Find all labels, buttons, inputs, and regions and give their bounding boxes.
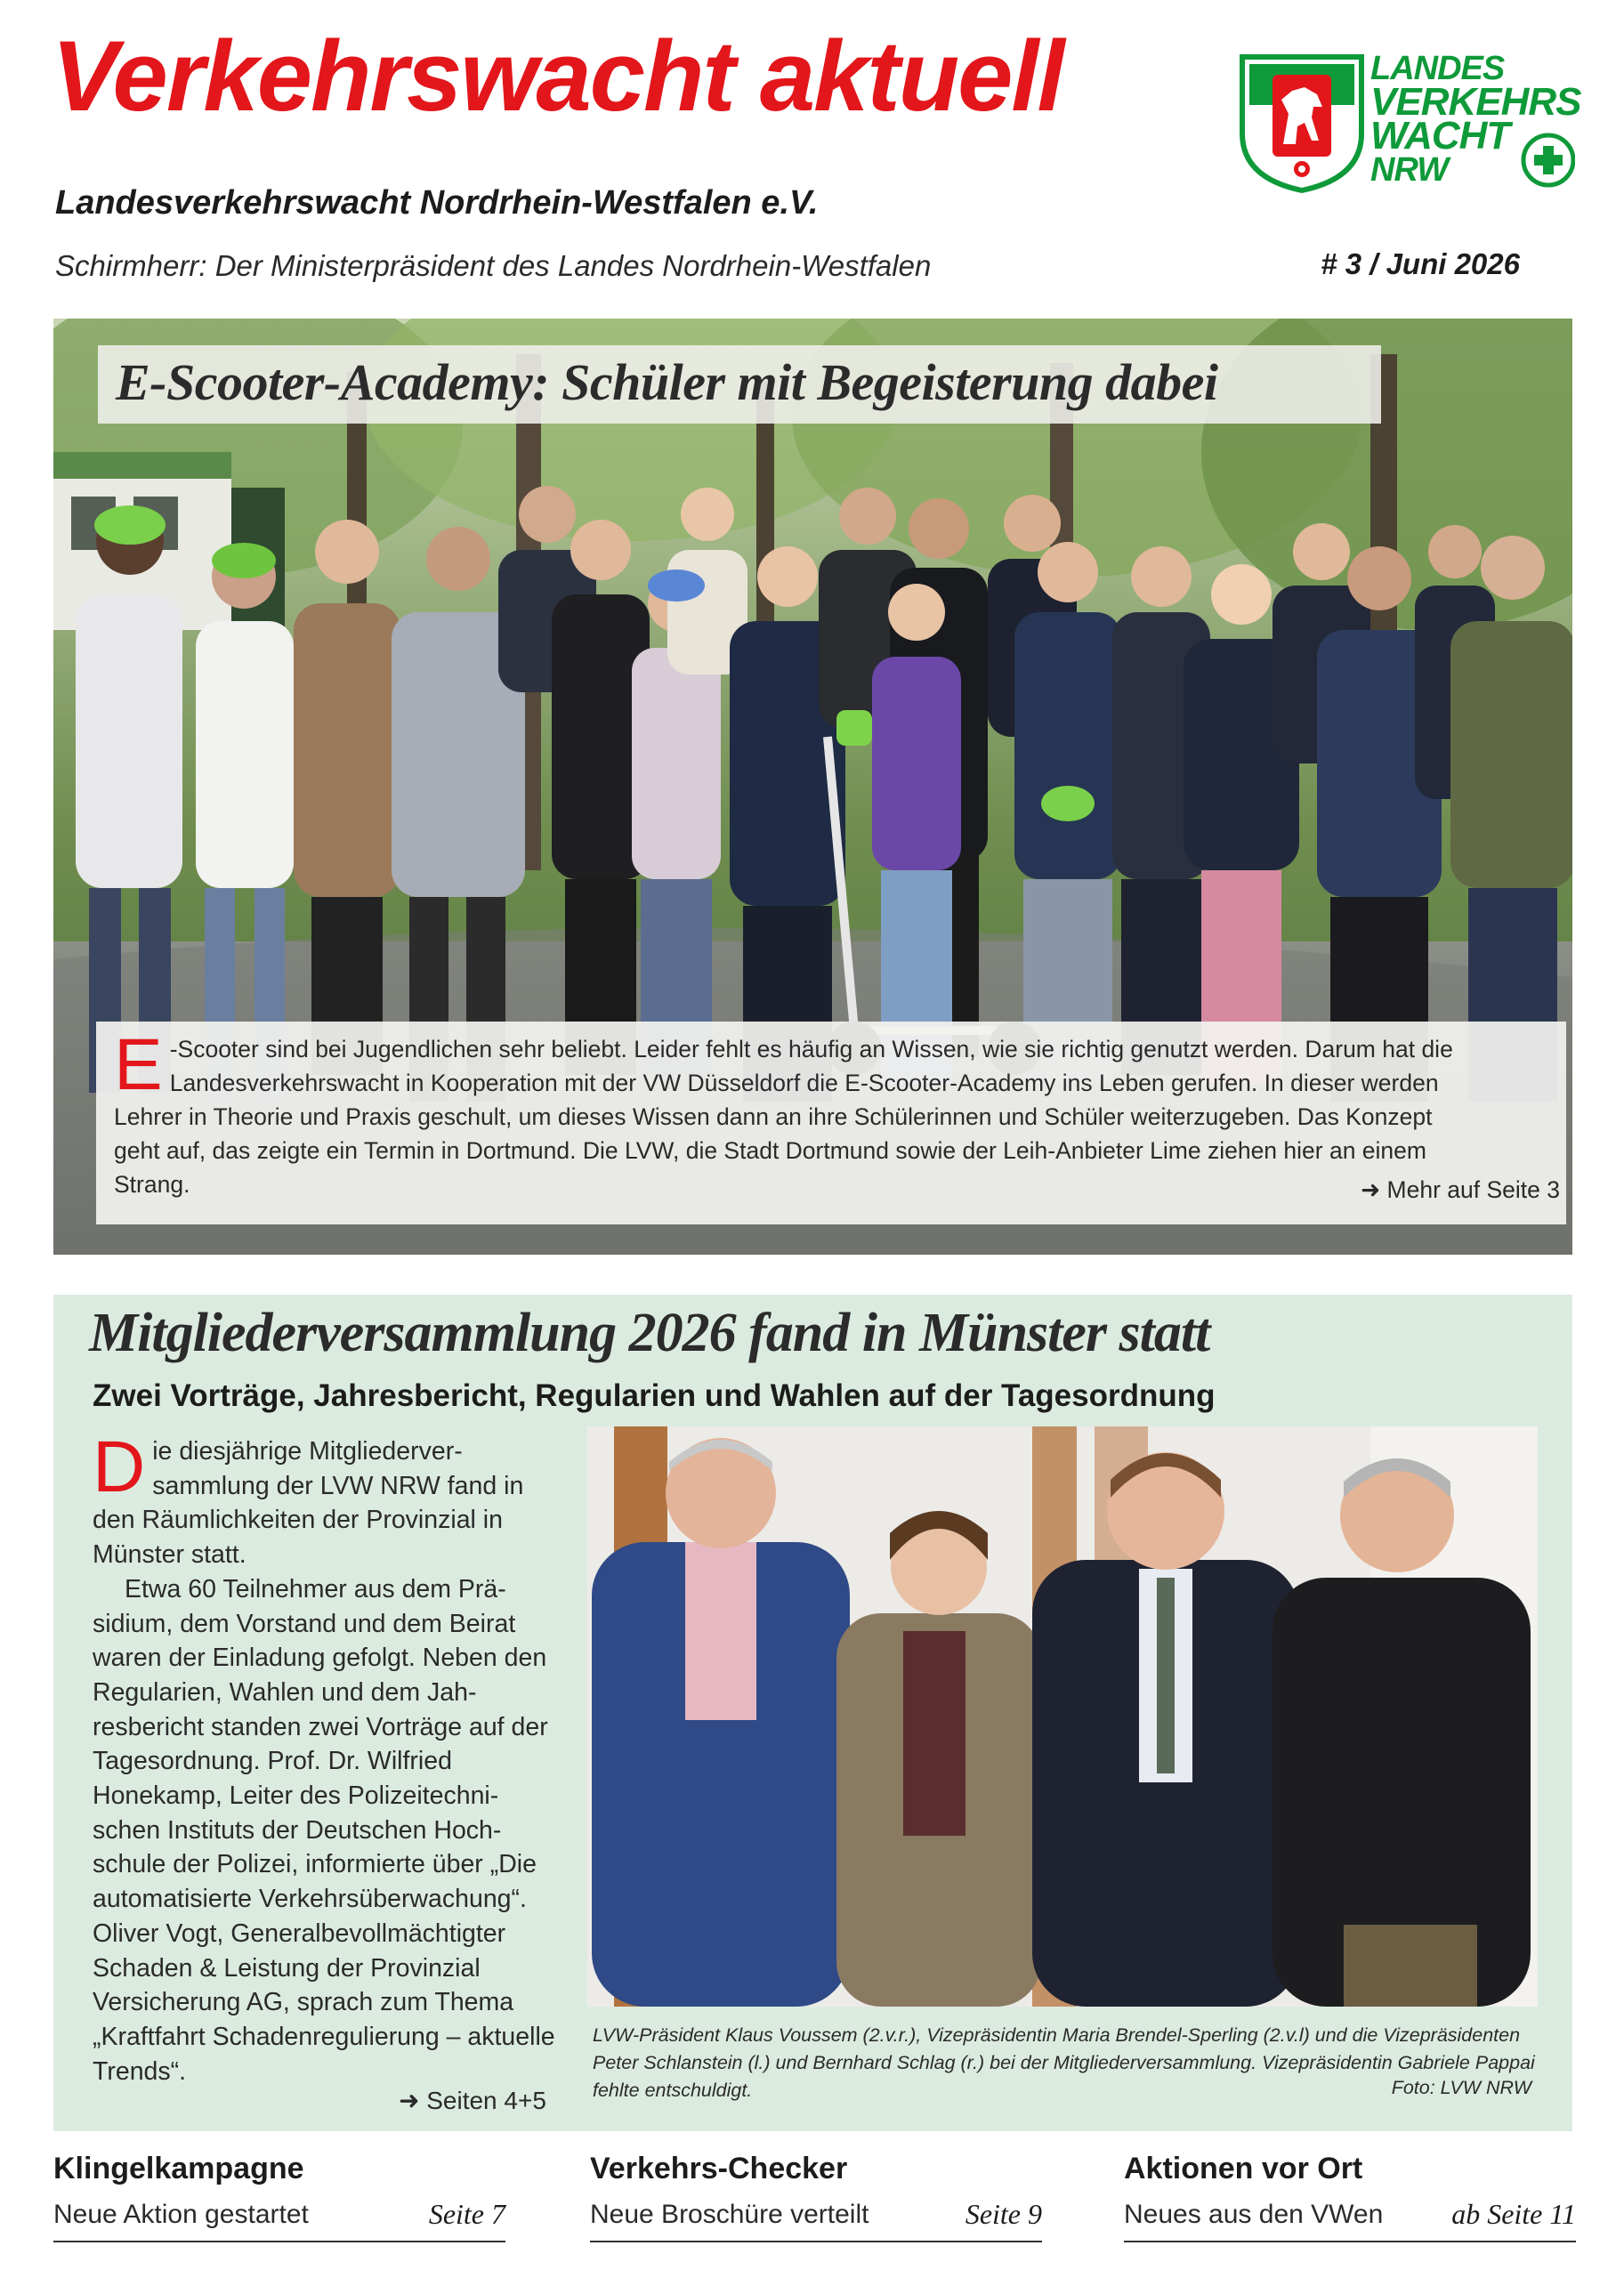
- hero-more-link[interactable]: ➜ Mehr auf Seite 3: [1360, 1176, 1560, 1203]
- logo-word-landes: LANDES: [1370, 50, 1505, 87]
- teaser-subtitle: Neue Broschüre verteilt: [590, 2200, 869, 2229]
- teaser-page-ref: Seite 9: [965, 2198, 1042, 2230]
- teaser-subtitle: Neues aus den VWen: [1124, 2200, 1384, 2229]
- teaser-verkehrs-checker[interactable]: [590, 2152, 1042, 2250]
- membership-more-link[interactable]: ➜ Seiten 4+5: [399, 2087, 546, 2114]
- hero-dropcap: E: [114, 1024, 163, 1105]
- teaser-klingelkampagne[interactable]: [53, 2152, 505, 2250]
- membership-paragraph-1-text: ie diesjährige Mitgliederversammlung der LVW NRW fand in den Räumlichkeiten der Provinzial in Münster statt.: [93, 1437, 524, 1570]
- teaser-subtitle: Neue Aktion gestartet: [53, 2200, 309, 2229]
- logo-wordmark: [1370, 50, 1581, 194]
- hero-headline: E-Scooter-Academy: Schüler mit Begeisterung dabei: [116, 353, 1218, 411]
- organization-name: Landesverkehrswacht Nordrhein-Westfalen e.V.: [55, 184, 819, 222]
- teaser-aktionen-vor-ort[interactable]: [1124, 2152, 1576, 2250]
- teaser-divider: [590, 2241, 1042, 2242]
- issue-number: # 3 / Juni 2026: [1321, 247, 1520, 280]
- logo-word-nrw: NRW: [1370, 151, 1449, 189]
- teaser-page-ref: Seite 7: [428, 2198, 505, 2230]
- membership-body: [93, 1426, 555, 2088]
- teaser-page-ref: ab Seite 11: [1451, 2198, 1576, 2230]
- teaser-divider: [53, 2241, 505, 2242]
- logo-word-verkehrs: VERKEHRS: [1370, 80, 1581, 124]
- logo-word-wacht: WACHT: [1370, 114, 1510, 158]
- photo-credit: Foto: LVW NRW: [1391, 2077, 1531, 2098]
- membership-headline: Mitgliederversammlung 2026 fand in Münster statt: [89, 1303, 1210, 1363]
- teaser-title: Verkehrs-Checker: [590, 2152, 848, 2185]
- membership-paragraph-2: Etwa 60 Teilnehmer aus dem Präsidium, dem Vorstand und dem Beirat waren der Einladung gefolgt. Neben den Regularien, Wahlen und dem Jahresbericht standen zwei Vorträge auf der Tagesordnung. Prof. Dr. Wilfried Honekamp, Leiter des Polizeitechnischen Instituts der Deutschen Hochschule der Polizei, informierte über „Die automatisierte Verkehrsüberwachung“. Oliver Vogt, Generalbevollmächtigter Schaden & Leistung der Provinzial Versicherung AG, sprach zum Thema „Kraftfahrt Schadenregulierung – aktuelle Trends“.: [93, 1574, 555, 2086]
- membership-subheadline: Zwei Vorträge, Jahresbericht, Regularien und Wahlen auf der Tagesordnung: [93, 1378, 1216, 1413]
- teaser-divider: [1124, 2241, 1576, 2242]
- patron-line: Schirmherr: Der Ministerpräsident des Landes Nordrhein-Westfalen: [55, 249, 932, 282]
- membership-photo-caption: LVW-Präsident Klaus Voussem (2.v.r.), Vizepräsidentin Maria Brendel-Sperling (2.v.l) und die Vizepräsidenten Peter Schlanstein (l.) und Bernhard Schlag (r.) bei der Mitgliederversammlung. Vizepräsidentin Gabriele Pappai fehlte entschuldigt.: [593, 2024, 1535, 2101]
- teaser-title: Aktionen vor Ort: [1124, 2152, 1363, 2185]
- hero-teaser-body: -Scooter sind bei Jugendlichen sehr beliebt. Leider fehlt es häufig an Wissen, wie sie richtig genutzt werden. Darum hat die Landesverkehrswacht in Kooperation mit der VW Düsseldorf die E-Scooter-Academy ins Leben gerufen. In dieser werden Lehrer in Theorie und Praxis geschult, um dieses Wissen dann an ihre Schülerinnen und Schüler weiterzugeben. Das Konzept geht auf, das zeigte ein Termin in Dortmund. Die LVW, die Stadt Dortmund sowie der Leih-Anbieter Lime ziehen hier an einem Strang.: [114, 1036, 1453, 1198]
- membership-dropcap: D: [93, 1426, 146, 1507]
- masthead-title: Verkehrswacht aktuell: [52, 20, 1063, 132]
- hero-teaser-text: [114, 1024, 1484, 1201]
- teaser-title: Klingelkampagne: [53, 2152, 304, 2185]
- membership-paragraph-1: [93, 1426, 555, 1572]
- membership-photo-four-officials: [587, 1426, 1538, 2007]
